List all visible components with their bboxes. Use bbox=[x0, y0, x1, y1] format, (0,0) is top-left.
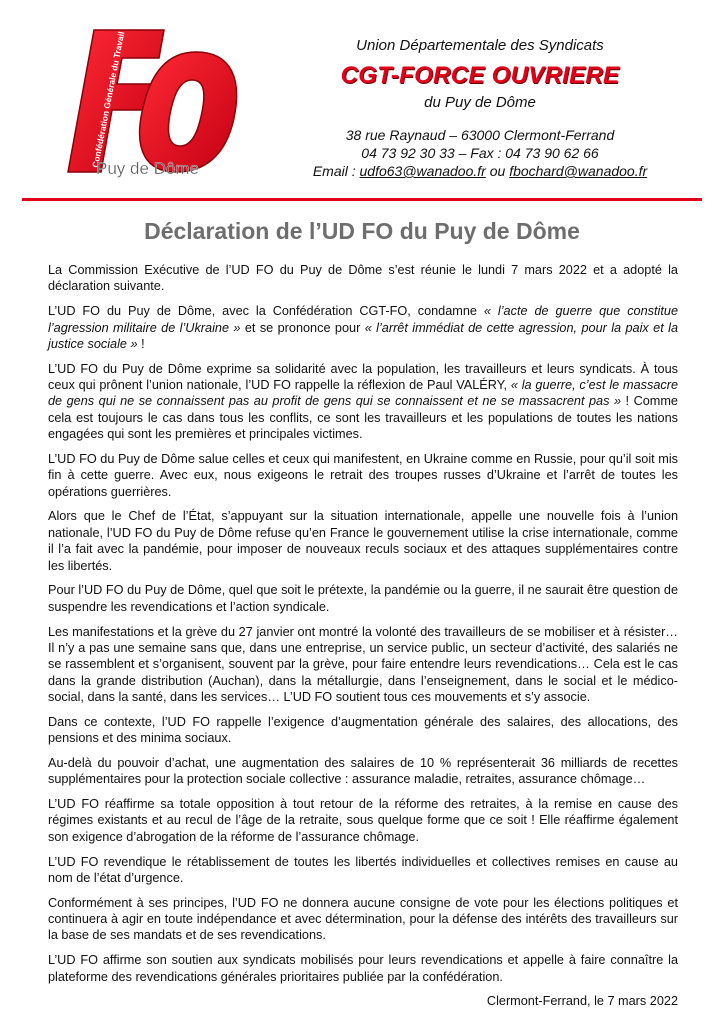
phone-fax: 04 73 92 30 33 – Fax : 04 73 90 62 66 bbox=[361, 145, 599, 161]
paragraph-10: L’UD FO réaffirme sa totale opposition à tout retour de la réforme des retraites, à la remise en cause des régimes existants et au recul de l’âge de la retraite, sous quelque forme que ce soit ! Elle réaffirme également son exigence d’abrogation de la réforme de l’assurance chômage. bbox=[48, 797, 678, 844]
paragraph-5: Alors que le Chef de l’État, s’appuyant sur la situation internationale, appelle une nouvelle fois à l’union nationale, l’UD FO du Puy de Dôme refuse qu’en France le gouvernement utilise la crise internationale, comme il l’a fait avec la pandémie, pour imposer de nouveaux reculs sociaux et des attaques supplémentaires contre les libertés. bbox=[48, 509, 678, 573]
email-link-udfo63[interactable]: udfo63@wanadoo.fr bbox=[359, 163, 486, 179]
declaration-title: Déclaration de l’UD FO du Puy de Dôme bbox=[144, 218, 580, 244]
p2-text-a: L’UD FO du Puy de Dôme, avec la Confédération CGT-FO, condamne bbox=[48, 304, 484, 319]
union-cgt-fo: CGT-FORCE OUVRIERE bbox=[340, 62, 620, 89]
p2-text-c: ! bbox=[137, 336, 145, 351]
p3-quote: « la guerre, c’est le massacre de gens qui ne se connaissent pas au profit de gens qui se connaissent et ne se massacrent pas » bbox=[48, 378, 678, 409]
logo-region-text: Puy de Dôme bbox=[96, 159, 199, 178]
paragraph-1: La Commission Exécutive de l’UD FO du Puy de Dôme s’est réunie le lundi 7 mars 2022 et a adopté la déclaration suivante. bbox=[48, 263, 678, 294]
p3-text-a: L’UD FO du Puy de Dôme exprime sa solidarité avec la population, les travailleurs et leurs syndicats. À tous ceux qui prônent l’union nationale, l’UD FO rappelle la réflexion de Paul VALÉRY, bbox=[48, 361, 678, 393]
email-link-fbochard[interactable]: fbochard@wanadoo.fr bbox=[509, 163, 648, 179]
fo-logo-graphic bbox=[46, 22, 256, 184]
paragraph-12: Conformément à ses principes, l’UD FO ne donnera aucune consigne de vote pour les élections politiques et continuera à agir en toute indépendance et avec détermination, pour la défense des intérêts des travailleurs sur la base de ses mandats et de ses revendications. bbox=[48, 895, 678, 943]
p2-quote-1: « l’acte de guerre que constitue l’agression militaire de l’Ukraine » bbox=[48, 304, 678, 335]
p3-text-b: ! Comme cela est toujours le cas dans tous les conflits, ce sont les travailleurs et les populations de toutes les nations engagées qui sont les premières et principales victimes. bbox=[48, 394, 678, 442]
p2-quote-2: « l’arrêt immédiat de cette agression, pour la paix et la justice sociale » bbox=[48, 320, 679, 351]
declaration-body bbox=[48, 262, 678, 1018]
header-divider bbox=[22, 198, 702, 201]
organisation-header bbox=[290, 36, 670, 180]
paragraph-9: Au-delà du pouvoir d’achat, une augmentation des salaires de 10 % représenterait 36 milliards de recettes supplémentaires pour la protection sociale collective : assurance maladie, retraites, assurance chômage… bbox=[48, 755, 678, 787]
email-line bbox=[290, 162, 670, 180]
postal-address: 38 rue Raynaud – 63000 Clermont-Ferrand bbox=[345, 127, 615, 143]
logo-side-text: Confédération Générale du Travail bbox=[90, 30, 127, 169]
paragraph-8: Dans ce contexte, l’UD FO rappelle l’exigence d’augmentation générale des salaires, des allocations, des pensions et des minima sociaux. bbox=[48, 714, 678, 746]
p2-text-b: et se prononce pour bbox=[240, 320, 365, 335]
paragraph-6: Pour l’UD FO du Puy de Dôme, quel que soit le prétexte, la pandémie ou la guerre, il ne saurait être question de suspendre les revendications et l’action syndicale. bbox=[48, 583, 678, 614]
signature-date: Clermont-Ferrand, le 7 mars 2022 bbox=[486, 994, 678, 1009]
paragraph-13: L’UD FO affirme son soutien aux syndicats mobilisés pour leurs revendications et appelle à faire connaître la plateforme des revendications générales prioritaires publiée par la confédération. bbox=[48, 953, 678, 984]
paragraph-2 bbox=[48, 303, 678, 352]
email-separator: ou bbox=[485, 163, 510, 179]
paragraph-4: L’UD FO du Puy de Dôme salue celles et ceux qui manifestent, en Ukraine comme en Russie, pour qu’il soit mis fin à cette guerre. Avec eux, nous exigeons le retrait des troupes russes d’Ukraine et l’arrêt de toutes les opérations guerrières. bbox=[48, 451, 678, 499]
paragraph-7: Les manifestations et la grève du 27 janvier ont montré la volonté des travailleurs de se mobiliser et à résister… Il n’y a pas une semaine sans que, dans une entreprise, un service public, un secteur d’activité, des salariés ne se rassemblent et s’organisent, souvent par la grève, pour faire entendre leurs revendications… Cela est le cas dans la grande distribution (Auchan), dans la métallurgie, dans l’enseignement, dans le social et le médico-social, dans la santé, dans les services… L’UD FO soutient tous ces mouvements et s’y associe. bbox=[48, 624, 678, 705]
paragraph-11: L’UD FO revendique le rétablissement de toutes les libertés individuelles et collectives remises en cause au nom de l’état d’urgence. bbox=[48, 854, 678, 885]
fo-logo bbox=[46, 22, 256, 184]
union-department: du Puy de Dôme bbox=[424, 94, 536, 111]
union-name: Union Départementale des Syndicats bbox=[356, 37, 604, 54]
email-label: Email : bbox=[312, 163, 360, 179]
paragraph-3 bbox=[48, 361, 678, 443]
